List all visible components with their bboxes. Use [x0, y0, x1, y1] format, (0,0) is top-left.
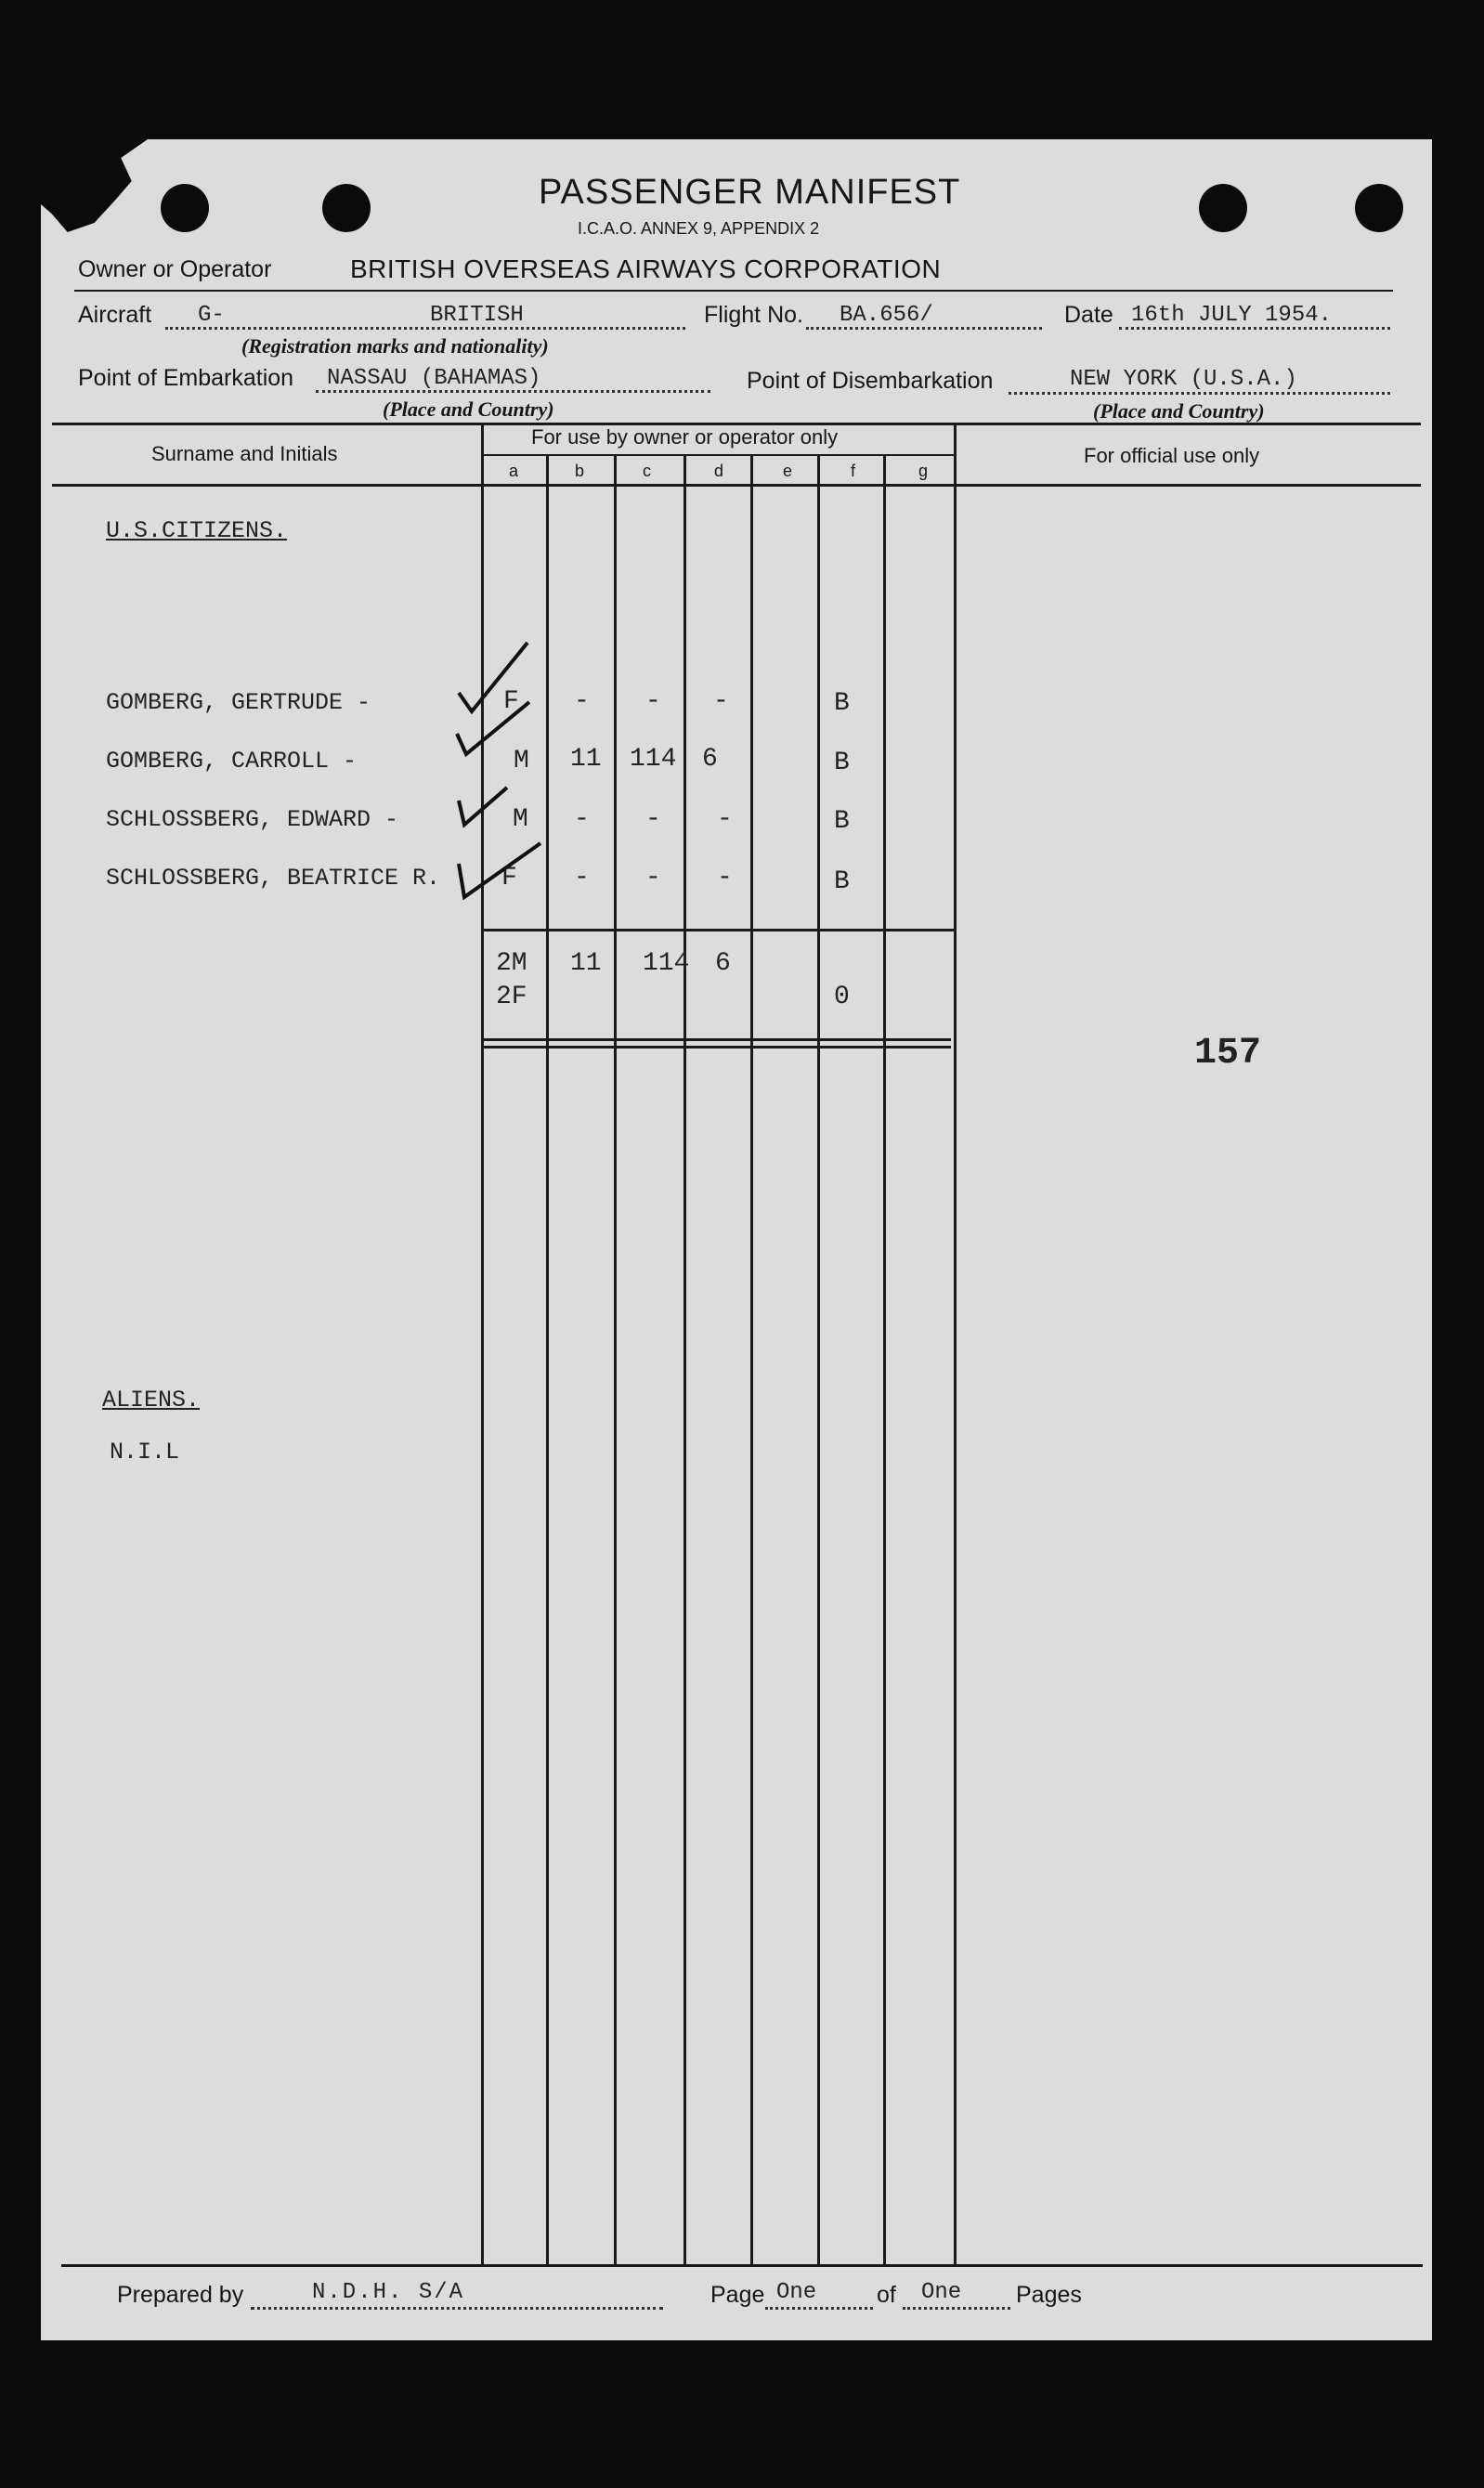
of-value: One [921, 2280, 962, 2305]
passenger-1-c: - [645, 687, 661, 716]
embark-note: (Place and Country) [383, 397, 554, 421]
total-f: 0 [834, 983, 850, 1011]
surname-col-header: Surname and Initials [151, 442, 338, 465]
total-male: 2M [496, 949, 527, 978]
passenger-3-name: SCHLOSSBERG, EDWARD - [106, 806, 399, 833]
punch-hole-3 [1199, 184, 1247, 232]
punch-hole-1 [161, 184, 209, 232]
passenger-1-f: B [834, 689, 850, 718]
passenger-3-f: B [834, 807, 850, 836]
sub-col-g: g [918, 462, 929, 480]
table-header-rule [52, 484, 1421, 487]
totals-top-rule [481, 929, 957, 931]
sub-col-d: d [714, 462, 724, 480]
passenger-2-d: 6 [702, 745, 718, 774]
total-c: 114 [643, 949, 690, 978]
passenger-3-sex: M [513, 805, 528, 834]
passenger-2-name: GOMBERG, CARROLL - [106, 748, 358, 775]
disembark-label: Point of Disembarkation [747, 368, 994, 394]
prepared-by-value: N.D.H. S/A [312, 2280, 465, 2305]
us-citizens-heading: U.S.CITIZENS. [106, 517, 288, 544]
of-label: of [877, 2282, 896, 2308]
passenger-2-c: 114 [630, 745, 677, 774]
embark-value: NASSAU (BAHAMAS) [327, 366, 541, 391]
passenger-4-c: - [645, 864, 661, 892]
aircraft-nationality: BRITISH [430, 303, 524, 328]
aliens-value: N.I.L [110, 1439, 180, 1465]
owner-use-header: For use by owner or operator only [531, 425, 839, 449]
punch-hole-4 [1355, 184, 1403, 232]
official-stamp-number: 157 [1194, 1033, 1262, 1075]
date-label: Date [1064, 302, 1113, 328]
passenger-4-d: - [717, 864, 733, 892]
col-rule-right [954, 425, 957, 2264]
passenger-2-sex: M [514, 747, 529, 775]
flight-label: Flight No. [704, 302, 803, 328]
passenger-3-d: - [717, 805, 733, 834]
sub-col-f: f [851, 462, 856, 480]
passenger-3-c: - [645, 805, 661, 834]
official-use-header: For official use only [1084, 444, 1260, 467]
aircraft-label: Aircraft [78, 302, 152, 328]
totals-bottom-rule-1 [481, 1038, 951, 1041]
owner-value: BRITISH OVERSEAS AIRWAYS CORPORATION [350, 254, 942, 283]
manifest-subtitle: I.C.A.O. ANNEX 9, APPENDIX 2 [578, 219, 820, 238]
aircraft-reg: G- [198, 303, 225, 328]
passenger-4-sex: F [501, 864, 517, 892]
check-mark-2-icon [451, 697, 535, 762]
check-mark-3-icon [455, 784, 511, 830]
page-label: Page [710, 2282, 765, 2308]
punch-hole-2 [322, 184, 371, 232]
prepared-by-label: Prepared by [117, 2282, 244, 2308]
total-female: 2F [496, 983, 527, 1011]
passenger-2-f: B [834, 749, 850, 777]
disembark-note: (Place and Country) [1093, 399, 1265, 423]
manifest-sheet [41, 139, 1432, 2340]
page-value: One [776, 2280, 817, 2305]
passenger-1-d: - [713, 687, 729, 716]
pages-label: Pages [1016, 2282, 1082, 2308]
passenger-2-b: 11 [570, 745, 602, 774]
passenger-1-sex: F [503, 687, 519, 716]
sub-col-e: e [783, 462, 793, 480]
passenger-1-name: GOMBERG, GERTRUDE - [106, 689, 371, 716]
totals-bottom-rule-2 [481, 1046, 951, 1049]
aliens-heading: ALIENS. [102, 1387, 201, 1413]
passenger-1-b: - [574, 687, 590, 716]
manifest-title: PASSENGER MANIFEST [539, 173, 961, 212]
date-value: 16th JULY 1954. [1131, 303, 1333, 328]
sub-col-a: a [509, 462, 519, 480]
passenger-4-b: - [574, 864, 590, 892]
total-b: 11 [570, 949, 602, 978]
check-mark-4-icon [453, 838, 546, 903]
owner-label: Owner or Operator [78, 256, 272, 282]
disembark-value: NEW YORK (U.S.A.) [1070, 367, 1297, 392]
flight-value: BA.656/ [840, 303, 933, 328]
embark-label: Point of Embarkation [78, 365, 294, 391]
passenger-4-name: SCHLOSSBERG, BEATRICE R. [106, 865, 441, 892]
passenger-4-f: B [834, 867, 850, 896]
owner-underline [74, 290, 1393, 292]
total-d: 6 [715, 949, 731, 978]
passenger-3-b: - [574, 805, 590, 834]
sub-col-b: b [575, 462, 585, 480]
footer-rule [61, 2264, 1423, 2267]
registration-note: (Registration marks and nationality) [241, 334, 549, 358]
sub-col-c: c [643, 462, 651, 480]
